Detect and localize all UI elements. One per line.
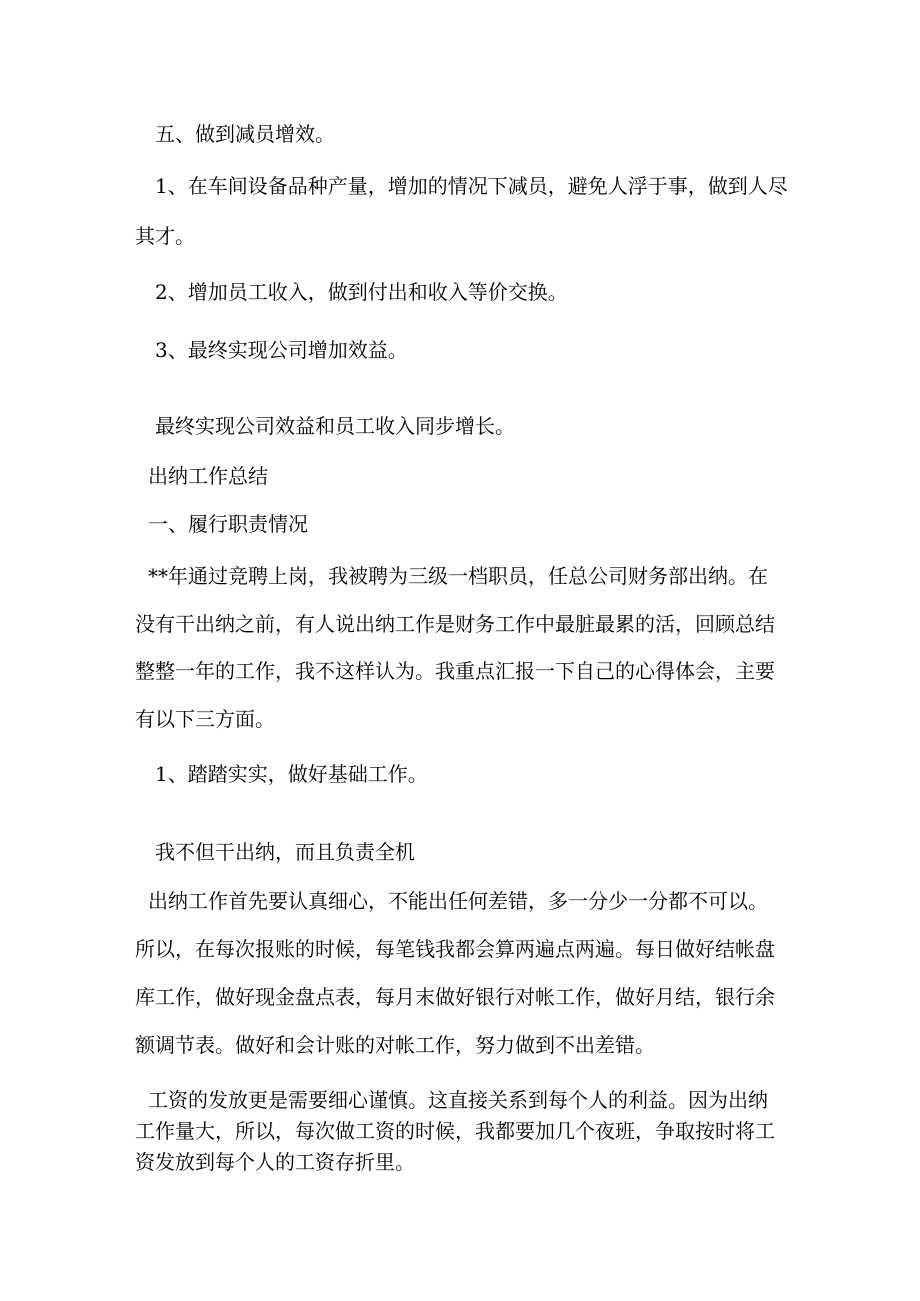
paragraph-line: 没有干出纳之前，有人说出纳工作是财务工作中最脏最累的活，回顾总结 [135,612,775,636]
paragraph-line: **年通过竞聘上岗，我被聘为三级一档职员，任总公司财务部出纳。在 [148,564,768,588]
paragraph-line: 整整一年的工作，我不这样认为。我重点汇报一下自己的心得体会，主要 [135,659,775,683]
paragraph-line: 有以下三方面。 [135,707,275,731]
heading-five: 五、做到减员增效。 [155,122,335,146]
section-title: 出纳工作总结 [148,464,268,488]
paragraph-line: 工作量大，所以，每次做工资的时候，我都要加几个夜班，争取按时将工 [135,1119,775,1143]
paragraph-line: 所以，在每次报账的时候，每笔钱我都会算两遍点两遍。每日做好结帐盘 [135,937,775,961]
paragraph-line: 工资的发放更是需要细心谨慎。这直接关系到每个人的利益。因为出纳 [148,1088,768,1112]
paragraph-line: 我不但干出纳，而且负责全机 [155,840,415,864]
paragraph-line: 出纳工作首先要认真细心，不能出任何差错，多一分少一分都不可以。 [148,889,768,913]
section-heading: 一、履行职责情况 [148,512,308,536]
paragraph-line: 1、在车间设备品种产量，增加的情况下减员，避免人浮于事，做到人尽 [155,174,788,198]
paragraph-line: 最终实现公司效益和员工收入同步增长。 [155,414,515,438]
paragraph-line: 3、最终实现公司增加效益。 [155,338,408,362]
paragraph-line: 2、增加员工收入，做到付出和收入等价交换。 [155,280,568,304]
paragraph-line: 其才。 [135,224,195,248]
paragraph-line: 库工作，做好现金盘点表，每月末做好银行对帐工作，做好月结，银行余 [135,985,775,1009]
paragraph-line: 资发放到每个人的工资存折里。 [135,1150,415,1174]
paragraph-line: 1、踏踏实实，做好基础工作。 [155,762,428,786]
paragraph-line: 额调节表。做好和会计账的对帐工作，努力做到不出差错。 [135,1033,655,1057]
